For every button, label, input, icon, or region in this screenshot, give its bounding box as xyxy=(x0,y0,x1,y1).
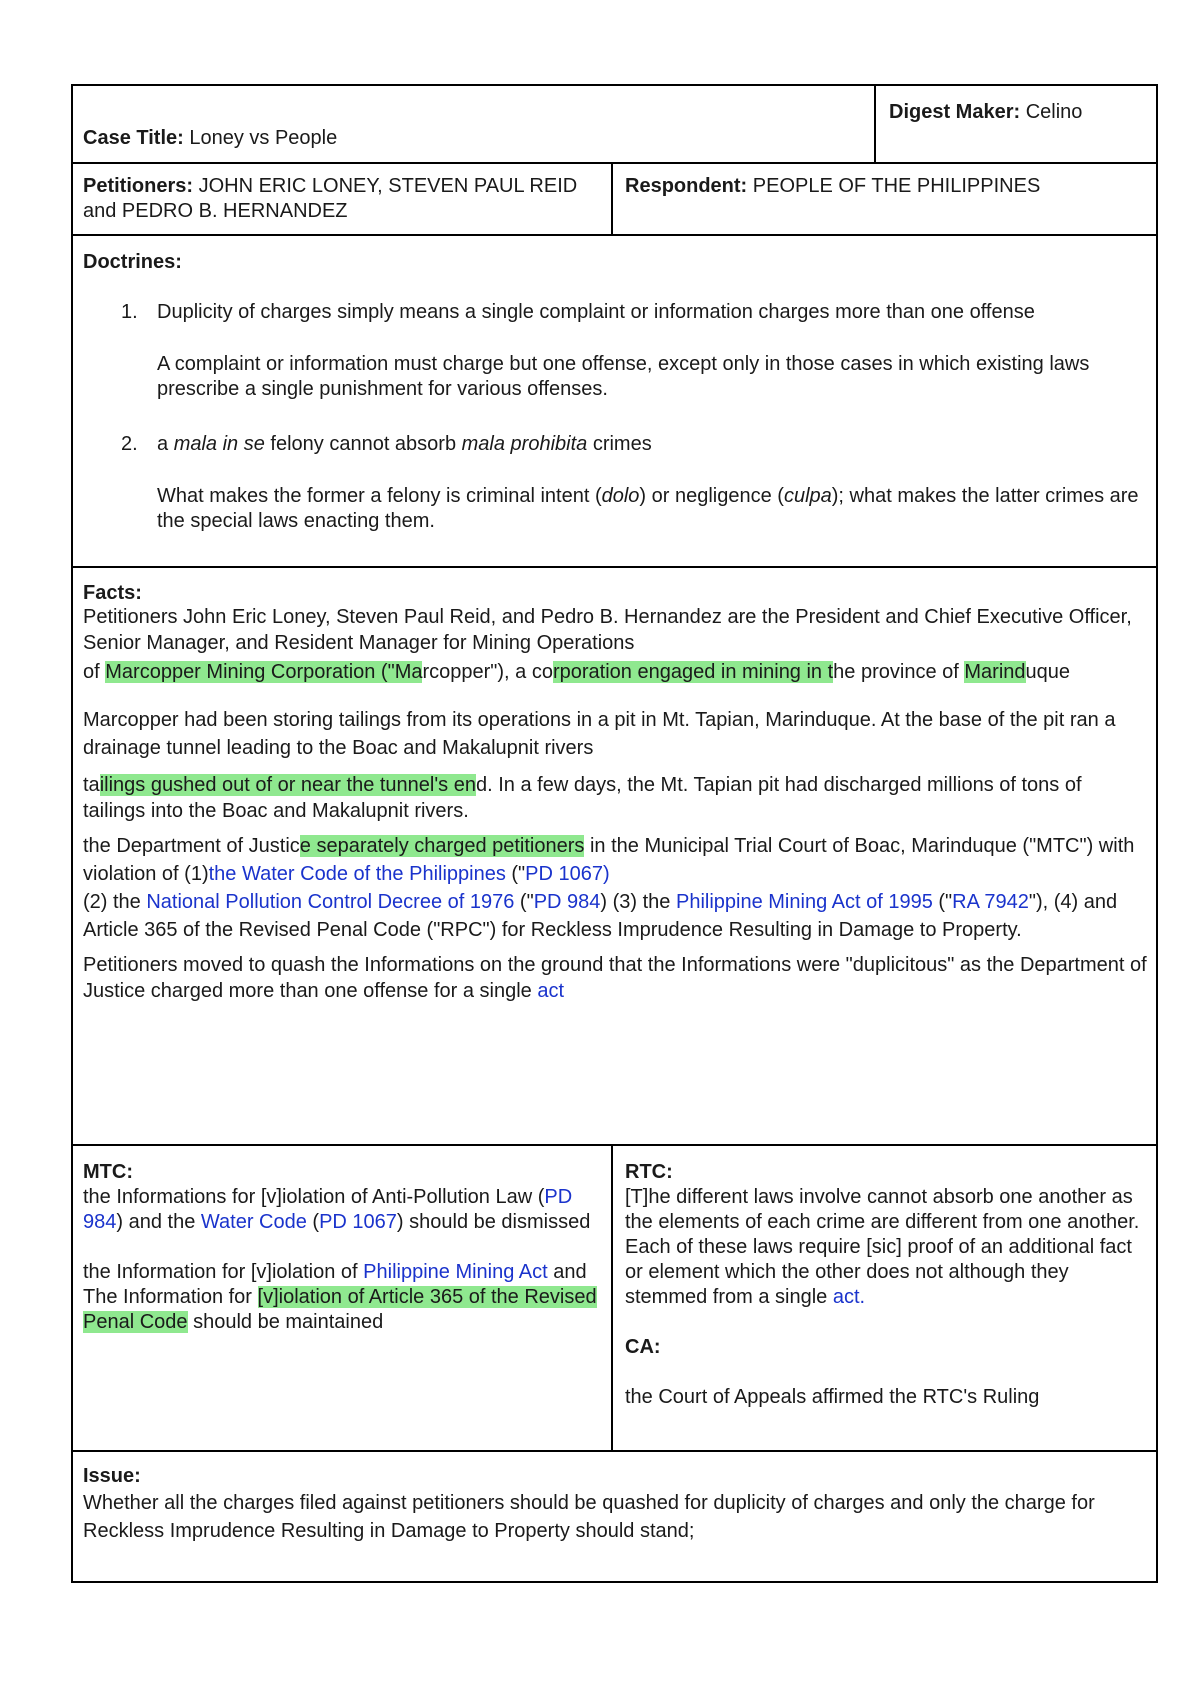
text-run: the Information for [v]iolation of xyxy=(83,1261,364,1283)
italic-term: mala prohibita xyxy=(461,433,588,455)
law-link[interactable]: RA 7942 xyxy=(952,891,1029,913)
law-link[interactable]: act xyxy=(537,980,565,1002)
text-run: [T]he different laws involve cannot absorb one another as the elements of each crime are different from one another. Each of these laws require [sic] proof of an additional fact or element which the other does not although they stemmed from a single xyxy=(625,1186,1140,1308)
issue-text: Whether all the charges filed against petitioners should be quashed for duplicity of charges and only the charge for Reckless Imprudence Resulting in Damage to Property should stand; xyxy=(83,1492,1095,1542)
facts-paragraph xyxy=(83,772,1148,824)
facts-paragraph xyxy=(83,952,1148,1004)
law-link[interactable]: Philippine Mining Act of 1995 xyxy=(675,891,933,913)
rtc-label: RTC: xyxy=(625,1161,673,1183)
mtc-cell xyxy=(83,1160,603,1335)
title-row xyxy=(73,86,1156,162)
doctrines-row xyxy=(73,234,1156,566)
highlighted-text: [v]iolation of Article 365 of the Revised Penal Code xyxy=(83,1286,597,1333)
mtc-paragraph xyxy=(83,1260,603,1335)
highlighted-text: Marcopper Mining Corporation ("Ma xyxy=(105,661,423,683)
ca-label: CA: xyxy=(625,1336,661,1358)
ca-paragraph: the Court of Appeals affirmed the RTC's Ruling xyxy=(625,1386,1040,1408)
law-link[interactable]: PD 1067 xyxy=(319,1211,397,1233)
petitioners-label: Petitioners: xyxy=(83,175,194,197)
doctrine-number: 1. xyxy=(121,301,138,323)
law-link[interactable]: PD 1067) xyxy=(525,863,610,885)
doctrine-item xyxy=(121,300,1152,402)
highlighted-text: Marind xyxy=(964,661,1026,683)
digest-maker: Celino xyxy=(1025,101,1083,123)
text-run: ) should be dismissed xyxy=(396,1211,591,1233)
rtc-paragraph xyxy=(625,1185,1145,1310)
text-run: (" xyxy=(514,891,534,913)
text-run: and The Information for xyxy=(83,1261,587,1308)
law-link[interactable]: Philippine Mining Act xyxy=(363,1261,548,1283)
italic-term: dolo xyxy=(601,485,640,507)
highlighted-text: e separately charged petitioners xyxy=(299,835,585,857)
case-title-label: Case Title: xyxy=(83,127,184,149)
doctrine-text xyxy=(157,432,1152,457)
digest-maker-cell xyxy=(889,100,1149,125)
text-run: the Department of Justic xyxy=(83,835,300,857)
text-run: ) (3) the xyxy=(600,891,676,913)
text-run: should be maintained xyxy=(187,1311,384,1333)
case-title: Loney vs People xyxy=(189,127,338,149)
text-run: (" xyxy=(505,863,526,885)
text-run: he province of xyxy=(833,661,965,683)
law-link[interactable]: the Water Code of the Philippines xyxy=(208,863,506,885)
digest-maker-label: Digest Maker: xyxy=(889,101,1021,123)
rtc-ca-cell xyxy=(625,1160,1145,1410)
text-run: in the Municipal Trial Court of Boac, Marinduque ("MTC") with violation of (1) xyxy=(83,835,1135,885)
text-run: d. In a few days, the Mt. Tapian pit had discharged millions of tons of tailings into the Boac and Makalupnit rivers. xyxy=(83,774,1082,822)
highlighted-text: rporation engaged in mining in t xyxy=(552,661,834,683)
text-run: (" xyxy=(932,891,953,913)
facts-cell xyxy=(83,582,1148,1004)
italic-term: culpa xyxy=(783,485,832,507)
text-run: ( xyxy=(306,1211,320,1233)
case-digest-table xyxy=(71,84,1158,1583)
case-title-cell xyxy=(83,126,863,151)
text-run: rcopper"), a co xyxy=(422,661,553,683)
facts-paragraph xyxy=(83,832,1148,944)
mtc-label: MTC: xyxy=(83,1161,133,1183)
doctrine-text: Duplicity of charges simply means a single complaint or information charges more than one offense xyxy=(157,301,1035,323)
respondent-cell xyxy=(625,174,1145,199)
law-link[interactable]: National Pollution Control Decree of 1976 xyxy=(146,891,515,913)
facts-row xyxy=(73,566,1156,1144)
text-run: ta xyxy=(83,774,100,796)
italic-term: mala in se xyxy=(173,433,265,455)
doctrines-label: Doctrines: xyxy=(83,251,182,273)
text-run: "), (4) and Article 365 of the Revised Penal Code ("RPC") for Reckless Imprudence Resulting in Damage to Property. xyxy=(83,891,1118,941)
facts-label: Facts: xyxy=(83,582,142,604)
doctrine-subtext: A complaint or information must charge but one offense, except only in those cases in which existing laws prescribe a single punishment for various offenses. xyxy=(157,353,1090,400)
law-link[interactable]: PD 984 xyxy=(533,891,601,913)
facts-paragraph: Marcopper had been storing tailings from its operations in a pit in Mt. Tapian, Marinduque. At the base of the pit ran a drainage tunnel leading to the Boac and Makalupnit rivers xyxy=(83,709,1116,759)
text-run: ) or negligence ( xyxy=(639,485,784,507)
text-run: uque xyxy=(1025,661,1071,683)
law-link[interactable]: Water Code xyxy=(200,1211,307,1233)
doctrine-subtext xyxy=(157,484,1152,534)
issue-row xyxy=(73,1450,1156,1583)
law-link[interactable]: PD 984 xyxy=(83,1186,573,1233)
text-run: ) and the xyxy=(116,1211,201,1233)
facts-paragraph: Petitioners John Eric Loney, Steven Paul Reid, and Pedro B. Hernandez are the President and Chief Executive Officer, Senior Manager, and Resident Manager for Mining Operations xyxy=(83,606,1132,654)
petitioners: JOHN ERIC LONEY, STEVEN PAUL REID and PEDRO B. HERNANDEZ xyxy=(83,175,578,222)
facts-paragraph xyxy=(83,658,1148,686)
doctrine-number: 2. xyxy=(121,433,138,455)
text-run: (2) the xyxy=(83,891,147,913)
text-run: ); what makes the latter crimes are the special laws enacting them. xyxy=(157,485,1139,532)
law-link[interactable]: act. xyxy=(832,1286,866,1308)
mtc-paragraph xyxy=(83,1185,603,1235)
issue-label: Issue: xyxy=(83,1465,141,1487)
text-run: felony cannot absorb xyxy=(264,433,462,455)
text-run: a xyxy=(157,433,174,455)
text-run: crimes xyxy=(587,433,652,455)
doctrine-item xyxy=(121,432,1152,534)
highlighted-text: ilings gushed out of or near the tunnel's en xyxy=(99,774,476,796)
respondent-label: Respondent: xyxy=(625,175,748,197)
respondent: PEOPLE OF THE PHILIPPINES xyxy=(752,175,1041,197)
issue-cell xyxy=(83,1464,1148,1545)
text-run: the Informations for [v]iolation of Anti-Pollution Law ( xyxy=(83,1186,545,1208)
rulings-row xyxy=(73,1144,1156,1450)
text-run: of xyxy=(83,661,106,683)
text-run: What makes the former a felony is criminal intent ( xyxy=(157,485,602,507)
parties-row xyxy=(73,162,1156,234)
petitioners-cell xyxy=(83,174,583,224)
text-run: Petitioners moved to quash the Informations on the ground that the Informations were "duplicitous" as the Department of Justice charged more than one offense for a single xyxy=(83,954,1147,1002)
